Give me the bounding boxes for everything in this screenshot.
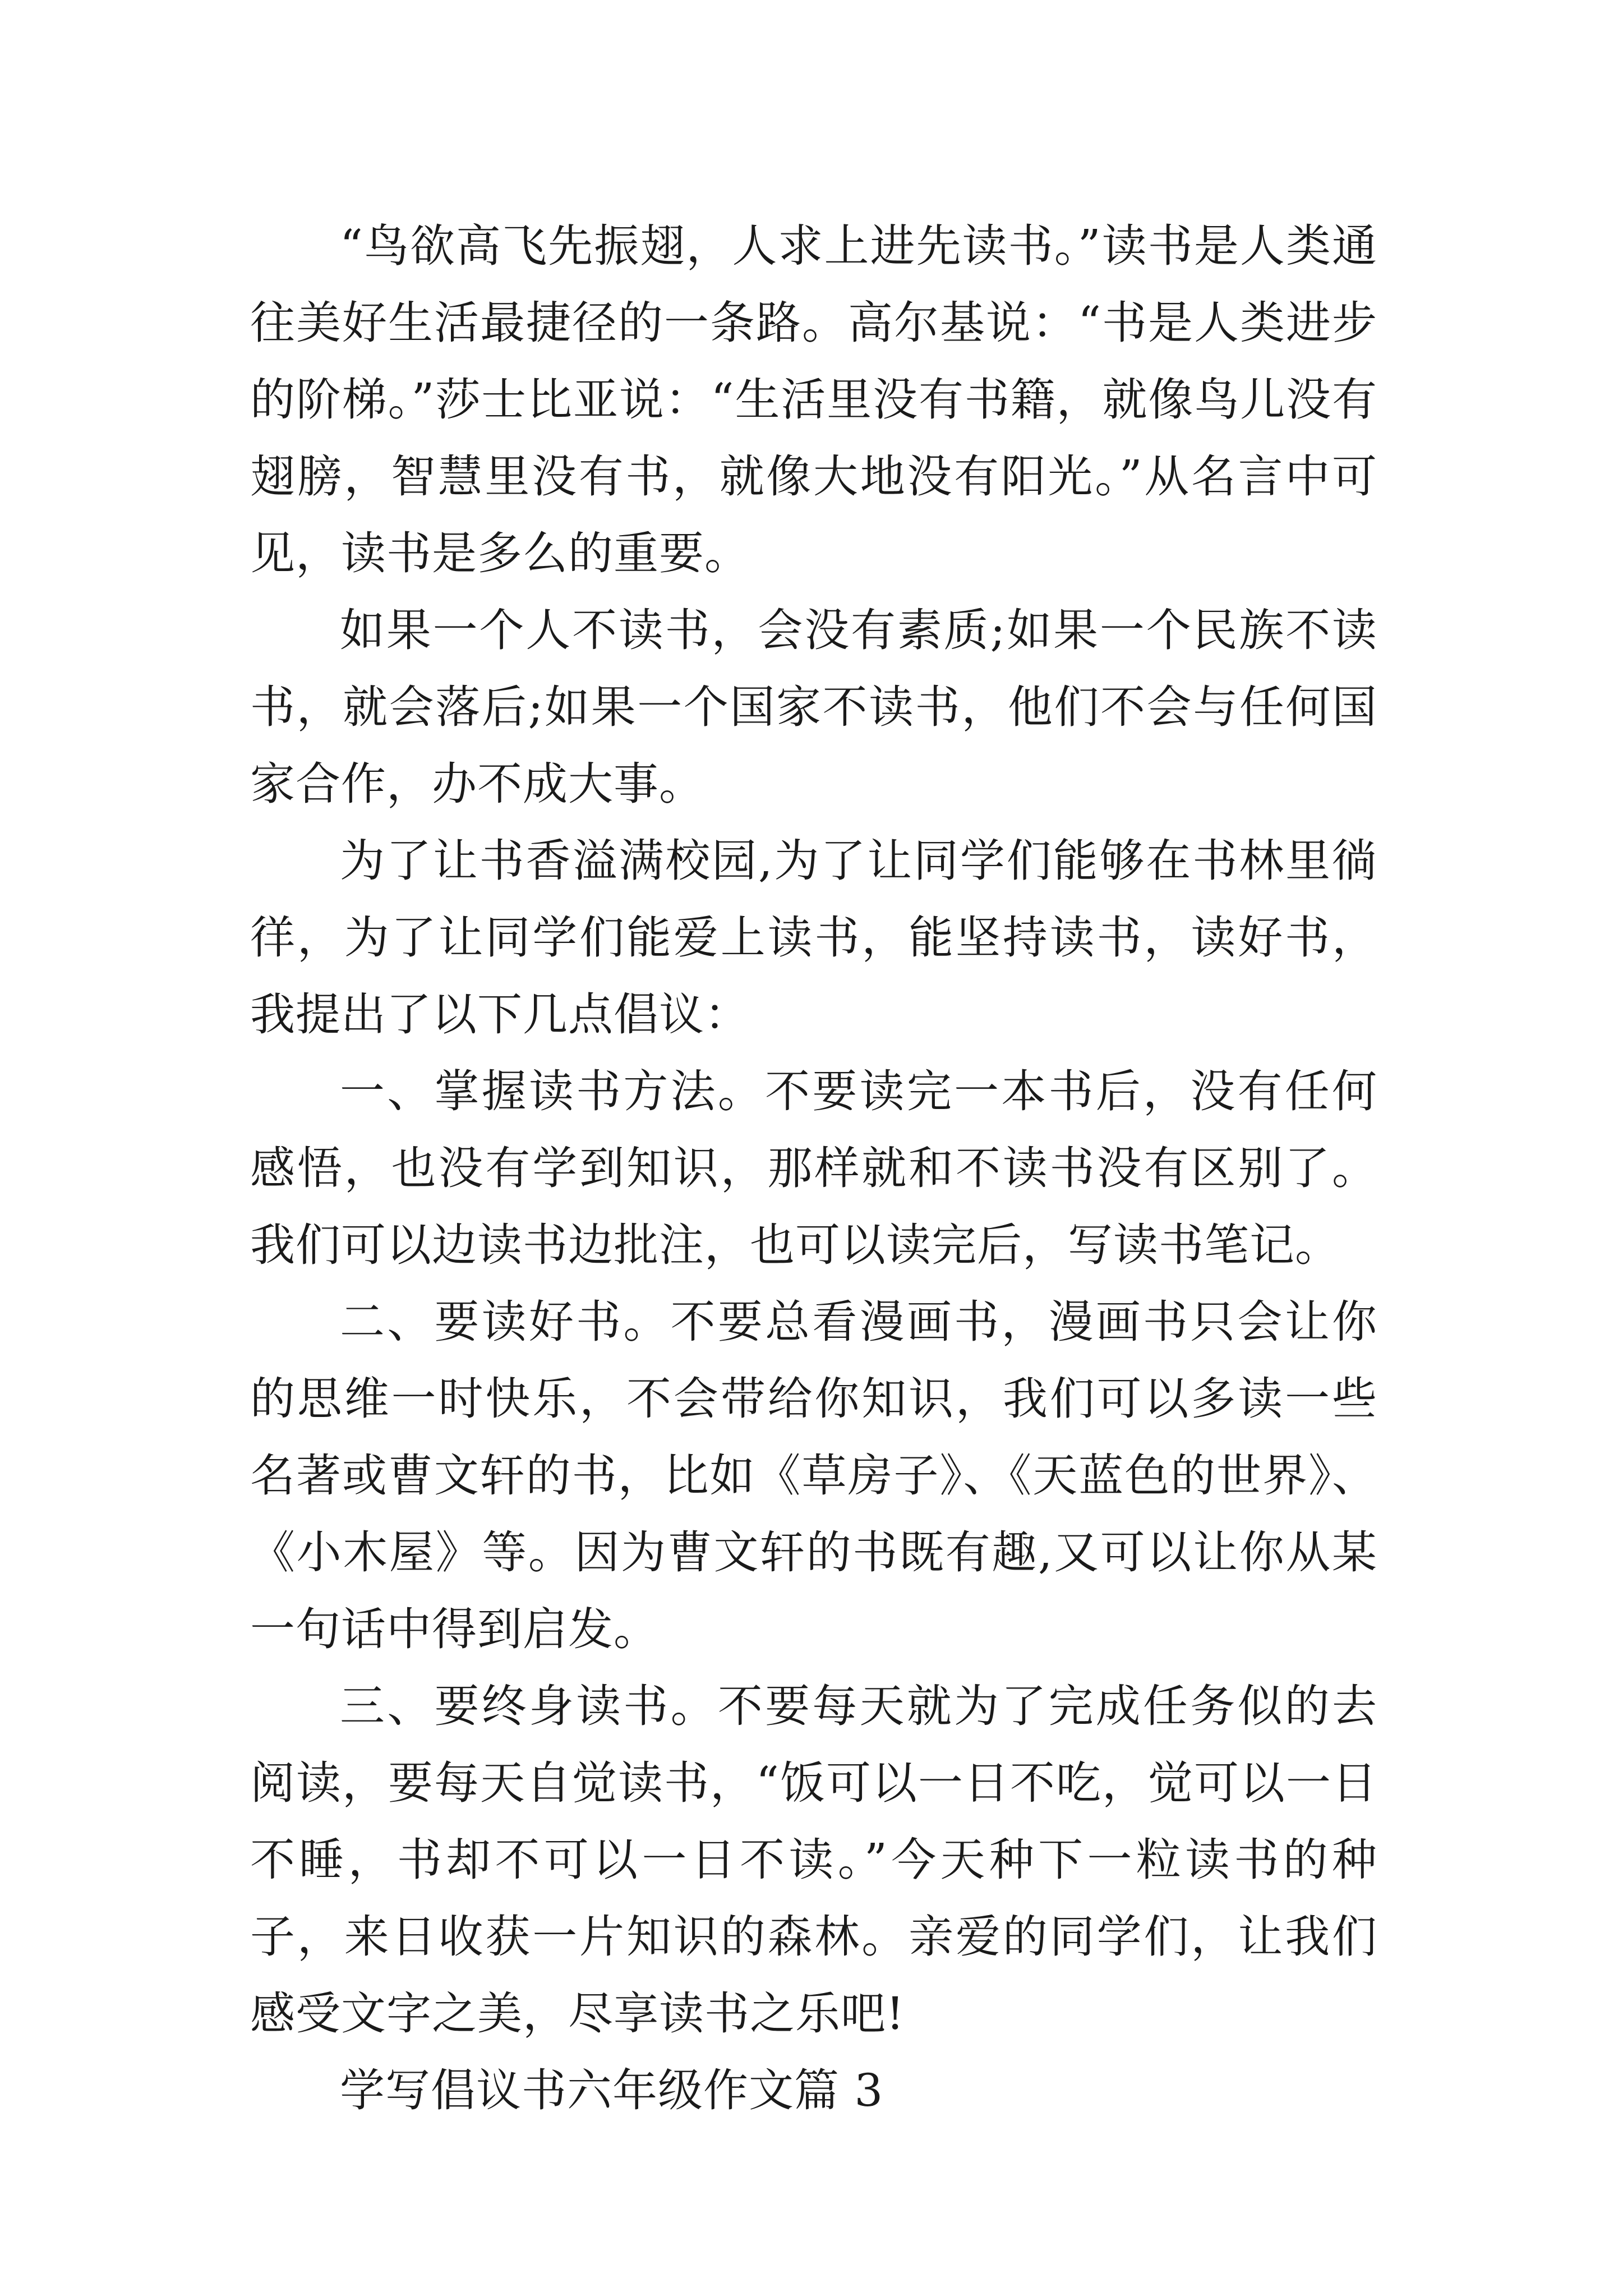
paragraph-reading-quotes: “鸟欲高飞先振翅，人求上进先读书。”读书是人类通往美好生活最捷径的一条路。高尔基说：“书是人类进步的阶梯。”莎士比亚说：“生活里没有书籍，就像鸟儿没有翅膀，智慧里没有书，就像大地没有阳光。”从名言中可见，读书是多么的重要。 <box>250 220 1377 579</box>
paragraph-proposal-intro: 为了让书香溢满校园,为了让同学们能够在书林里徜徉，为了让同学们能爱上读书，能坚持读书，读好书，我提出了以下几点倡议： <box>250 835 1377 1041</box>
section-heading: 学写倡议书六年级作文篇 3 <box>340 2064 884 2116</box>
paragraph-importance: 如果一个人不读书，会没有素质;如果一个民族不读书，就会落后;如果一个国家不读书，他们不会与任何国家合作，办不成大事。 <box>250 604 1377 810</box>
paragraph-proposal-two: 二、要读好书。不要总看漫画书，漫画书只会让你的思维一时快乐，不会带给你知识，我们可以多读一些名著或曹文轩的书，比如《草房子》、《天蓝色的世界》、《小木屋》等。因为曹文轩的书既有趣,又可以让你从某一句话中得到启发。 <box>250 1296 1377 1655</box>
paragraph-proposal-three: 三、要终身读书。不要每天就为了完成任务似的去阅读，要每天自觉读书，“饭可以一日不吃，觉可以一日不睡，书却不可以一日不读。”今天种下一粒读书的种子，来日收获一片知识的森林。亲爱的同学们，让我们感受文字之美，尽享读书之乐吧! <box>250 1680 1377 2040</box>
paragraph-proposal-one: 一、掌握读书方法。不要读完一本书后，没有任何感悟，也没有学到知识，那样就和不读书没有区别了。我们可以边读书边批注，也可以读完后，写读书笔记。 <box>250 1065 1377 1271</box>
document-body <box>250 208 1377 2129</box>
